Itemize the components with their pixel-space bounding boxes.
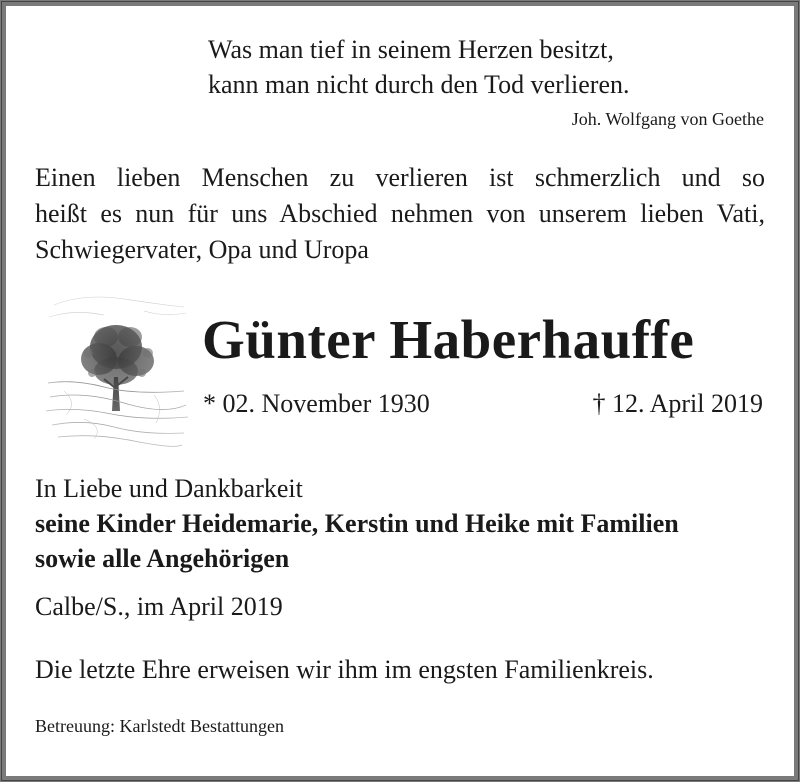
deceased-name: Günter Haberhauffe bbox=[202, 309, 695, 370]
quote-author: Joh. Wolfgang von Goethe bbox=[571, 109, 764, 129]
death-date: † 12. April 2019 bbox=[592, 389, 763, 418]
birth-date: * 02. November 1930 bbox=[203, 389, 430, 418]
tree-landscape-illustration bbox=[44, 287, 189, 452]
place-date: Calbe/S., im April 2019 bbox=[35, 592, 283, 621]
undertaker-credit: Betreuung: Karlstedt Bestattungen bbox=[35, 716, 284, 736]
mourners-intro: In Liebe und Dankbarkeit bbox=[35, 474, 303, 503]
goethe-quote bbox=[208, 32, 630, 102]
intro-line-2: heißt es nun für uns Abschied nehmen von unserem lieben Vati, bbox=[35, 199, 765, 228]
intro-line-3: Schwiegervater, Opa und Uropa bbox=[35, 235, 369, 264]
quote-line-1: Was man tief in seinem Herzen besitzt, bbox=[208, 35, 614, 64]
quote-line-2: kann man nicht durch den Tod verlieren. bbox=[208, 70, 630, 99]
mourners-line-2: sowie alle Angehörigen bbox=[35, 544, 290, 573]
mourners-line-1: seine Kinder Heidemarie, Kerstin und Heike mit Familien bbox=[35, 509, 679, 538]
intro-line-1: Einen lieben Menschen zu verlieren ist schmerzlich und so bbox=[35, 163, 765, 192]
ceremony-note: Die letzte Ehre erweisen wir ihm im engsten Familienkreis. bbox=[35, 655, 654, 684]
mourners-list bbox=[35, 506, 679, 576]
intro-text bbox=[35, 160, 765, 268]
